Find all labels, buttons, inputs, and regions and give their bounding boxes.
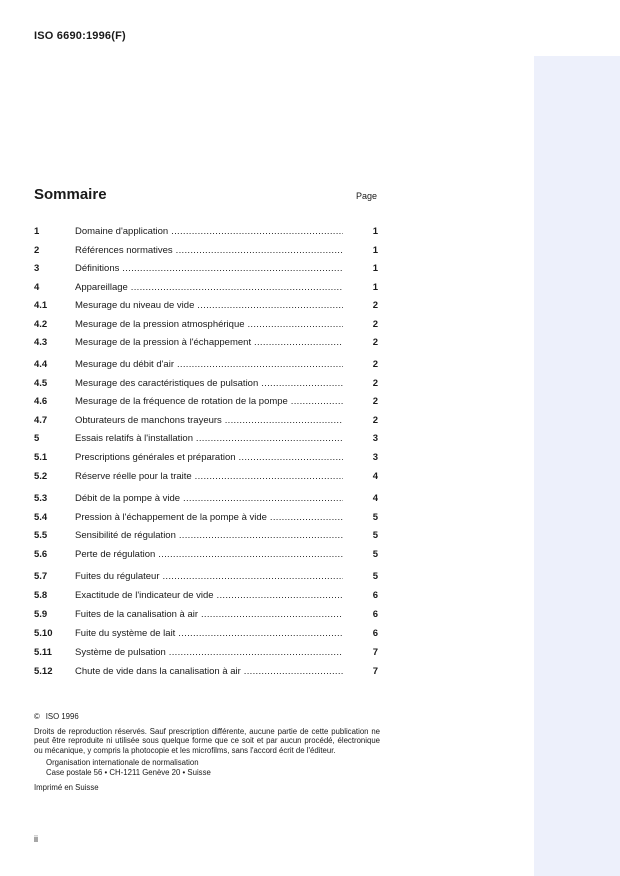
toc-entry-page: 2 [372, 359, 378, 370]
toc-entry-title: Fuites de la canalisation à air ..... [75, 609, 343, 621]
toc-entry[interactable] [34, 263, 378, 275]
toc-entry-title: Fuites du régulateur ..... [75, 571, 343, 583]
toc-entry[interactable] [34, 433, 378, 445]
toc-entry-title: Prescriptions générales et préparation ..... [75, 452, 343, 464]
toc-entry-number: 4.5 [34, 378, 48, 389]
toc-entry-number: 5.4 [34, 512, 48, 523]
toc-entry[interactable] [34, 245, 378, 257]
toc-entry-number: 5.2 [34, 471, 48, 482]
toc-entry-page: 5 [372, 549, 378, 560]
toc-page-column-label: Page [356, 191, 378, 201]
toc-entry-title: Système de pulsation ..... [75, 647, 343, 659]
toc-entry-title: Domaine d'application ..... [75, 226, 343, 238]
toc-entry-number: 4.6 [34, 396, 48, 407]
toc-entry-title: Définitions ..... [75, 263, 343, 275]
toc-entry-title: Mesurage du niveau de vide ..... [75, 300, 343, 312]
toc-entry-title: Débit de la pompe à vide ..... [75, 493, 343, 505]
toc-entry[interactable] [34, 628, 378, 640]
toc-entry-title: Fuite du système de lait ..... [75, 628, 343, 640]
toc-entry[interactable] [34, 647, 378, 659]
toc-entry-title: Obturateurs de manchons trayeurs ..... [75, 415, 343, 427]
copyright-line [34, 712, 380, 722]
copyright-block [34, 712, 380, 792]
toc-entry[interactable] [34, 226, 378, 238]
toc-entry-page: 4 [372, 493, 378, 504]
toc-entry-title: Pression à l'échappement de la pompe à vide ..... [75, 512, 343, 524]
toc-entry-page: 7 [372, 647, 378, 658]
toc-entry-page: 7 [372, 666, 378, 677]
toc-entry-number: 5.9 [34, 609, 48, 620]
toc-entry-number: 5.7 [34, 571, 48, 582]
toc-entry-number: 5.12 [34, 666, 53, 677]
toc-entry[interactable] [34, 530, 378, 542]
toc-entry-number: 5.3 [34, 493, 48, 504]
toc-entry-number: 4.2 [34, 319, 48, 330]
toc-entry-title: Exactitude de l'indicateur de vide ..... [75, 590, 343, 602]
toc-entry-title: Mesurage du débit d'air ..... [75, 359, 343, 371]
toc-entry-number: 4.3 [34, 337, 48, 348]
toc-entry[interactable] [34, 471, 378, 483]
toc-entry-number: 5.8 [34, 590, 48, 601]
margin-band [534, 56, 620, 876]
toc-entry[interactable] [34, 666, 378, 678]
toc-entry[interactable] [34, 282, 378, 294]
toc-entry-number: 4.4 [34, 359, 48, 370]
toc-entry-page: 6 [372, 609, 378, 620]
toc-entry-page: 5 [372, 512, 378, 523]
toc-entry[interactable] [34, 452, 378, 464]
toc-title: Sommaire [34, 186, 107, 203]
toc-entry-page: 3 [372, 433, 378, 444]
toc-entry[interactable] [34, 396, 378, 408]
toc-entry-title: Mesurage de la pression atmosphérique ..... [75, 319, 343, 331]
toc-entry-title: Perte de régulation ..... [75, 549, 343, 561]
toc-entry[interactable] [34, 319, 378, 331]
document-id: ISO 6690:1996(F) [34, 30, 126, 42]
toc-entry-title: Sensibilité de régulation ..... [75, 530, 343, 542]
toc-entry-title: Mesurage des caractéristiques de pulsation ..... [75, 378, 343, 390]
toc-entry-number: 5.5 [34, 530, 48, 541]
copyright-year: ISO 1996 [45, 712, 79, 721]
toc-entry-page: 6 [372, 590, 378, 601]
publisher-postal: Case postale 56 • CH-1211 Genève 20 • Suisse [46, 767, 211, 777]
toc-entry-page: 6 [372, 628, 378, 639]
copyright-symbol: © [34, 712, 40, 721]
toc-entry-number: 5.1 [34, 452, 48, 463]
toc-entry-title: Réserve réelle pour la traite ..... [75, 471, 343, 483]
toc-entry-title: Mesurage de la pression à l'échappement ..... [75, 337, 343, 349]
toc-entry-page: 2 [372, 396, 378, 407]
toc-entry-page: 2 [372, 300, 378, 311]
toc-entry[interactable] [34, 415, 378, 427]
toc-entry-title: Chute de vide dans la canalisation à air ..... [75, 666, 343, 678]
toc-entry[interactable] [34, 300, 378, 312]
toc-entry-page: 1 [372, 263, 378, 274]
toc-entry-title: Références normatives ..... [75, 245, 343, 257]
toc-entry-page: 2 [372, 319, 378, 330]
toc-entry-page: 2 [372, 378, 378, 389]
toc-entry-page: 2 [372, 337, 378, 348]
toc-entry[interactable] [34, 512, 378, 524]
toc-entry-number: 5.6 [34, 549, 48, 560]
printed-in: Imprimé en Suisse [34, 782, 99, 792]
toc-entry[interactable] [34, 590, 378, 602]
toc-entry[interactable] [34, 378, 378, 390]
toc-entry-page: 1 [372, 226, 378, 237]
toc-entry-number: 5.11 [34, 647, 52, 658]
toc-entry-number: 3 [34, 263, 40, 274]
toc-entry[interactable] [34, 571, 378, 583]
toc-entry[interactable] [34, 337, 378, 349]
publisher-address [46, 758, 380, 777]
toc-entry-page: 1 [372, 245, 378, 256]
toc-entry-title: Mesurage de la fréquence de rotation de la pompe ..... [75, 396, 343, 408]
toc-entry-page: 4 [372, 471, 378, 482]
toc-entry-number: 2 [34, 245, 40, 256]
toc-entry-number: 5.10 [34, 628, 53, 639]
toc-entry-title: Appareillage ..... [75, 282, 343, 294]
toc-entry[interactable] [34, 549, 378, 561]
toc-entry-title: Essais relatifs à l'installation ..... [75, 433, 343, 445]
rights-notice: Droits de reproduction réservés. Sauf prescription différente, aucune partie de cette publication ne peut être reproduite ni utilisée sous quelque forme que ce soit et par aucun procédé, électronique ou mécanique, y compris la photocopie et les microfilms, sans l'accord écrit de l'éditeur. [34, 726, 380, 755]
toc-entry-number: 1 [34, 226, 40, 237]
toc-entry-number: 4 [34, 282, 40, 293]
toc-entry-page: 5 [372, 571, 378, 582]
toc-entry[interactable] [34, 359, 378, 371]
toc-entry-number: 5 [34, 433, 40, 444]
toc-entry[interactable] [34, 493, 378, 505]
toc-entry-page: 5 [372, 530, 378, 541]
page-number: ii [34, 834, 38, 844]
toc-entry-page: 2 [372, 415, 378, 426]
publisher-name: Organisation internationale de normalisation [46, 758, 199, 768]
toc-entry-page: 3 [372, 452, 378, 463]
toc-entry-page: 1 [372, 282, 378, 293]
toc-entry[interactable] [34, 609, 378, 621]
toc-entry-number: 4.7 [34, 415, 48, 426]
toc-entry-number: 4.1 [34, 300, 48, 311]
